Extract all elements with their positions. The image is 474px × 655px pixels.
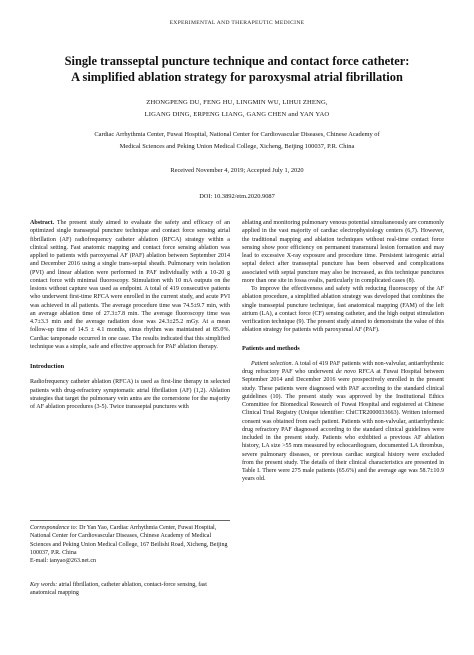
title-line-2: A simplified ablation strategy for paroxysmal atrial fibrillation: [71, 69, 403, 84]
intro-continued-paragraph: ablating and monitoring pulmonary venous potential simultaneously are commonly applied in the vast majority of cardiac electrophysiology centers (6,7). However, the traditional mapping and ablation techniques without real-time contact force sensing show poor efficiency on permanent transmural lesion formation and may lead to excessive X-ray exposure and procedure time. Persistent iatrogenic atrial septal defect after transseptal puncture has been observed and complications associated with septal puncture may also be increased, as this technique punctures more than one site in fossa ovalis, particularly in complicated cases (8).: [242, 220, 444, 284]
abstract: [30, 219, 230, 351]
abstract-text: The present study aimed to evaluate the safety and efficacy of an optimized single transseptal puncture technique and contact force sensing atrial fibrillation (AF) radiofrequency catheter ablation (RFCA) strategy within a clinical setting. Fast anatomic mapping and contact force sensing ablation was applied to patients with paroxysmal AF (PAF) ablation between September 2014 and December 2016 using a single trans-septal sheath. Pulmonary vein isolation (PVI) and linear ablation were performed in PAF individually with a 10-20 g contact force with minimal fluoroscopy. Stimulation with 10 mA outputs on the lesions without capture was used as endpoint. A total of 419 consecutive patients who underwent first-time RFCA were enrolled in the current study, and acute PVI was achieved in all patients. The average procedure time was 74.5±9.7 min, with an average ablation time of 27.3±7.8 min. The average fluoroscopy time was 4.7±3.3 min and the average radiation dose was 24.3±25.2 mGy. At a mean follow-up time of 14.5 ± 4.1 months, sinus rhythm was maintained at 85.0%. Cardiac tamponade occurred in one case. The results indicated that this simplified technique was a simple, safe and effective approach for PAF ablation therapy.: [30, 220, 231, 350]
journal-header: EXPERIMENTAL AND THERAPEUTIC MEDICINE: [169, 20, 305, 26]
authors-line-2: LIGANG DING, ERPENG LIANG, GANG CHEN and YAN YAO: [144, 110, 330, 118]
correspondence-email[interactable]: E-mail: ianyao@263.net.cn: [30, 558, 97, 565]
affiliation-line-2: Medical Sciences and Peking Union Medical College, Xicheng, Beijing 100037, P.R. China: [119, 143, 355, 150]
authors-line-1: ZHONGPENG DU, FENG HU, LINGMIN WU, LIHUI ZHENG,: [146, 99, 328, 106]
methods-heading: Patients and methods: [242, 344, 300, 352]
affiliation-line-1: Cardiac Arrhythmia Center, Fuwai Hospital, National Center for Cardiovascular Diseases, Chinese Academy of: [94, 131, 380, 138]
correspondence-note: [30, 524, 230, 565]
study-aim-paragraph: To improve the effectiveness and safety with reducing fluoroscopy of the AF ablation procedure, a simplified ablation strategy was developed that combines the single transseptal puncture technique, fast anatomical mapping (FAM) of the left atrium (LA), a contact force (CF) sensing catheter, and the high output stimulation verification technique (9). The present study aimed to demonstrate the value of this ablation strategy for patients with paroxysmal AF (PAF).: [242, 286, 444, 334]
received-accepted-dates: Received November 4, 2019; Accepted July 1, 2020: [170, 167, 304, 174]
footnote-divider: [30, 520, 230, 521]
title-line-1: Single transseptal puncture technique and contact force catheter:: [64, 54, 410, 68]
correspondence-label: Correspondence to:: [30, 525, 78, 531]
introduction-heading: Introduction: [30, 363, 65, 370]
patient-selection-label: Patient selection.: [251, 360, 294, 367]
correspondence-text: Dr Yan Yao, Cardiac Arrhythmia Center, Fuwai Hospital, National Center for Cardiovascular Diseases, Chinese Academy of Medical Sciences and Peking Union Medical College, 167 Beilishi Road, Xicheng, Beijing 100037, P.R. China: [30, 525, 228, 556]
de-novo-term: de novo: [335, 369, 356, 375]
patient-selection-text-b: RFCA at Fuwai Hospital between September 2014 and December 2016 were prospectively enrolled in the present study. These patients were diagnosed with PAF according to the standard clinical guidelines (10). The present study was approved by the Institutional Ethics Committee for Biomedical Research of Fuwai Hospital and registered at Chinese Clinical Trial Registry (Unique identifier: ChiCTR2000033663). Written informed consent was obtained from each patient. Patients with non-valvular, antiarrhythmic drug refractory PAF diagnosed according to the standard clinical guidelines were included in the present study. Patients who exhibited a previous AF ablation history, LA size >55 mm measured by echocardiogram, documented LA thrombus, severe pulmonary diseases, or previous cardiac surgical history were excluded from the present study. The details of their clinical characteristics are presented in Table I. There were 275 male patients (65.6%) and the average age was 58.7±10.9 years old.: [242, 369, 444, 483]
paper-title: [20, 54, 454, 85]
keywords-text: atrial fibrillation, catheter ablation, contact-force sensing, fast anatomical mapping: [30, 582, 207, 597]
affiliation: [30, 129, 444, 153]
patient-selection-paragraph: [242, 360, 444, 484]
left-column: [30, 219, 230, 411]
right-column: [242, 219, 444, 484]
doi-link[interactable]: DOI: 10.3892/etm.2020.9087: [199, 193, 275, 200]
abstract-label: Abstract.: [30, 220, 55, 226]
introduction-text: Radiofrequency catheter ablation (RFCA) is used as first-line therapy in selected patients with drug-refractory symptomatic atrial fibrillation (AF) (1,2). Ablation strategies that target the pulmonary vein antra are the cornerstone for the majority of AF ablation procedures (3-5). Twice transseptal punctures with: [30, 379, 230, 410]
patient-selection-text-a: A total of 419 PAF patients with non-valvular, antiarrhythmic drug refractory PAF who underwent: [242, 360, 445, 375]
author-list: [40, 97, 434, 120]
keywords-note: [30, 581, 230, 598]
keywords-label: Key words:: [30, 582, 58, 588]
